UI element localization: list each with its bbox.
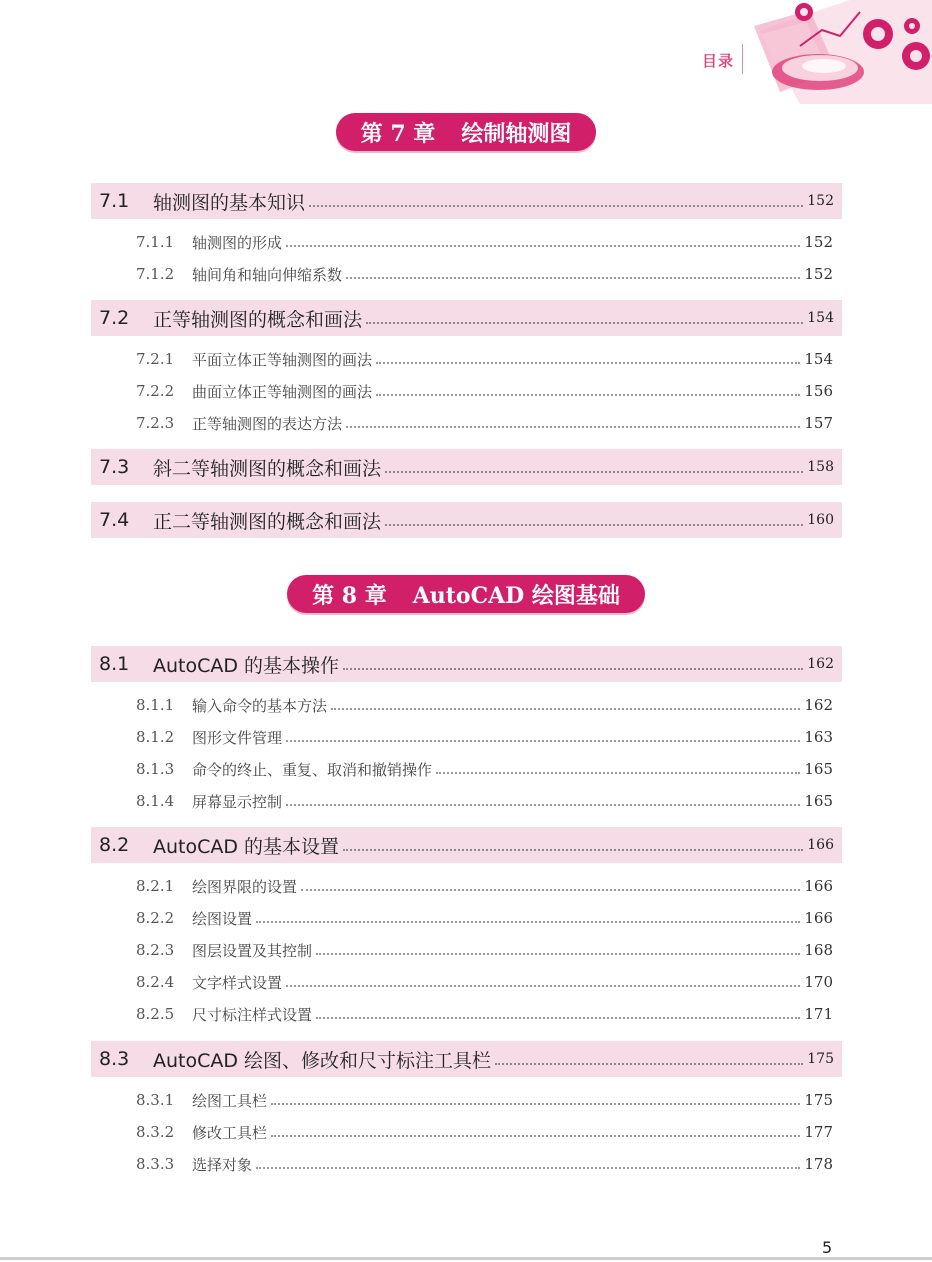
subsection-number: 7.2.2 (136, 382, 175, 400)
subsection-page: 165 (804, 792, 833, 810)
leader-dots (316, 953, 800, 955)
toc-subsection[interactable] (136, 230, 833, 254)
leader-dots (343, 849, 803, 851)
subsection-number: 8.1.2 (136, 728, 175, 746)
leader-dots (256, 921, 800, 923)
subsection-page: 168 (804, 941, 833, 959)
section-number: 8.1 (99, 653, 130, 675)
subsection-number: 7.2.3 (136, 414, 175, 432)
subsection-title: 轴测图的形成 (192, 233, 283, 252)
subsection-page: 166 (804, 877, 833, 895)
subsection-number: 7.2.1 (136, 350, 175, 368)
subsection-title: 选择对象 (192, 1155, 253, 1174)
leader-dots (495, 1063, 803, 1065)
leader-dots (316, 1017, 800, 1019)
subsection-number: 8.2.3 (136, 941, 175, 959)
leader-dots (271, 1103, 800, 1105)
toc-subsection[interactable] (136, 874, 833, 898)
leader-dots (331, 708, 800, 710)
section-page: 166 (807, 837, 834, 853)
leader-dots (385, 471, 803, 473)
section-title: 正等轴测图的概念和画法 (153, 308, 363, 331)
toc-subsection[interactable] (136, 1120, 833, 1144)
subsection-number: 8.2.5 (136, 1005, 175, 1023)
toc-subsection[interactable] (136, 1152, 833, 1176)
leader-dots (271, 1135, 800, 1137)
subsection-title: 曲面立体正等轴测图的画法 (192, 382, 373, 401)
subsection-page: 170 (804, 973, 833, 991)
leader-dots (286, 740, 800, 742)
toc-section[interactable] (91, 1041, 842, 1077)
section-number: 8.3 (99, 1048, 130, 1070)
subsection-page: 165 (804, 760, 833, 778)
subsection-number: 8.1.1 (136, 696, 175, 714)
subsection-number: 8.2.4 (136, 973, 175, 991)
subsection-page: 166 (804, 909, 833, 927)
subsection-page: 177 (804, 1123, 833, 1141)
chapter-title: 绘制轴测图 (461, 120, 572, 147)
leader-dots (286, 985, 800, 987)
section-page: 175 (807, 1051, 834, 1067)
subsection-title: 命令的终止、重复、取消和撤销操作 (192, 760, 433, 779)
subsection-page: 157 (804, 414, 833, 432)
bottom-rule (0, 1257, 932, 1260)
toc-subsection[interactable] (136, 906, 833, 930)
page-number: 5 (822, 1238, 833, 1257)
subsection-page: 163 (804, 728, 833, 746)
subsection-title: 尺寸标注样式设置 (192, 1005, 313, 1024)
subsection-number: 8.2.2 (136, 909, 175, 927)
chapter-number: 第 7 章 (360, 120, 436, 147)
toc-section[interactable] (91, 449, 842, 485)
section-title: AutoCAD 的基本操作 (153, 654, 340, 677)
leader-dots (309, 205, 803, 207)
toc-subsection[interactable] (136, 938, 833, 962)
leader-dots (286, 804, 800, 806)
section-number: 7.4 (99, 509, 130, 531)
toc-subsection[interactable] (136, 1088, 833, 1112)
leader-dots (366, 322, 803, 324)
subsection-title: 绘图界限的设置 (192, 877, 298, 896)
toc-subsection[interactable] (136, 379, 833, 403)
section-page: 152 (807, 193, 834, 209)
section-number: 8.2 (99, 834, 130, 856)
subsection-page: 162 (804, 696, 833, 714)
subsection-title: 图层设置及其控制 (192, 941, 313, 960)
section-number: 7.1 (99, 190, 130, 212)
toc-subsection[interactable] (136, 789, 833, 813)
subsection-title: 文字样式设置 (192, 973, 283, 992)
section-title: AutoCAD 绘图、修改和尺寸标注工具栏 (153, 1049, 492, 1072)
section-page: 162 (807, 656, 834, 672)
subsection-title: 图形文件管理 (192, 728, 283, 747)
section-page: 160 (807, 512, 834, 528)
section-title: 正二等轴测图的概念和画法 (153, 510, 382, 533)
subsection-number: 8.1.3 (136, 760, 175, 778)
subsection-number: 8.3.1 (136, 1091, 175, 1109)
leader-dots (346, 277, 800, 279)
toc-section[interactable] (91, 300, 842, 336)
subsection-page: 171 (804, 1005, 833, 1023)
subsection-number: 7.1.2 (136, 265, 175, 283)
leader-dots (346, 426, 800, 428)
chapter-7-heading (336, 113, 596, 151)
toc-section[interactable] (91, 646, 842, 682)
subsection-title: 输入命令的基本方法 (192, 696, 328, 715)
subsection-title: 绘图工具栏 (192, 1091, 268, 1110)
header-section-label: 目录 (702, 52, 735, 70)
toc-subsection[interactable] (136, 1002, 833, 1026)
subsection-number: 7.1.1 (136, 233, 175, 251)
gears-disk-illustration-icon (740, 0, 932, 104)
toc-subsection[interactable] (136, 411, 833, 435)
leader-dots (256, 1167, 800, 1169)
toc-subsection[interactable] (136, 693, 833, 717)
subsection-title: 屏幕显示控制 (192, 792, 283, 811)
subsection-page: 152 (804, 265, 833, 283)
chapter-number: 第 8 章 (312, 582, 387, 609)
subsection-page: 175 (804, 1091, 833, 1109)
leader-dots (286, 245, 800, 247)
toc-subsection[interactable] (136, 262, 833, 286)
subsection-title: 轴间角和轴向伸缩系数 (192, 265, 343, 284)
subsection-number: 8.1.4 (136, 792, 175, 810)
leader-dots (301, 889, 800, 891)
subsection-number: 8.3.2 (136, 1123, 175, 1141)
leader-dots (343, 668, 803, 670)
subsection-title: 修改工具栏 (192, 1123, 268, 1142)
subsection-title: 正等轴测图的表达方法 (192, 414, 343, 433)
section-title: 轴测图的基本知识 (153, 191, 306, 214)
subsection-number: 8.3.3 (136, 1155, 175, 1173)
section-page: 154 (807, 310, 834, 326)
toc-section[interactable] (91, 827, 842, 863)
section-page: 158 (807, 459, 834, 475)
toc-subsection[interactable] (136, 347, 833, 371)
leader-dots (385, 524, 803, 526)
chapter-title: AutoCAD 绘图基础 (412, 582, 620, 609)
subsection-page: 178 (804, 1155, 833, 1173)
toc-section[interactable] (91, 183, 842, 219)
leader-dots (376, 362, 800, 364)
section-title: AutoCAD 的基本设置 (153, 835, 340, 858)
section-number: 7.3 (99, 456, 130, 478)
subsection-page: 152 (804, 233, 833, 251)
toc-subsection[interactable] (136, 970, 833, 994)
toc-section[interactable] (91, 502, 842, 538)
leader-dots (436, 772, 800, 774)
subsection-title: 平面立体正等轴测图的画法 (192, 350, 373, 369)
toc-subsection[interactable] (136, 757, 833, 781)
subsection-page: 156 (804, 382, 833, 400)
subsection-number: 8.2.1 (136, 877, 175, 895)
section-title: 斜二等轴测图的概念和画法 (153, 457, 382, 480)
subsection-title: 绘图设置 (192, 909, 253, 928)
section-number: 7.2 (99, 307, 130, 329)
subsection-page: 154 (804, 350, 833, 368)
toc-subsection[interactable] (136, 725, 833, 749)
chapter-8-heading (287, 575, 645, 613)
leader-dots (376, 394, 800, 396)
